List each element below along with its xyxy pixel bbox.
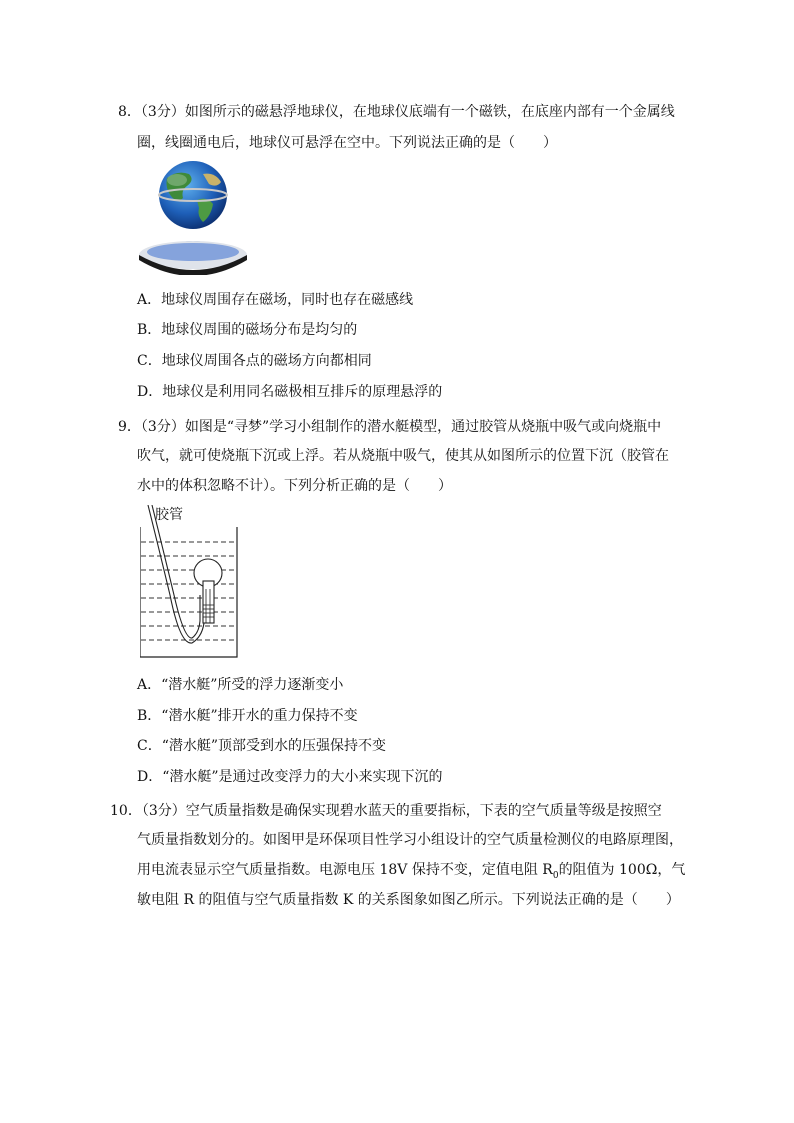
r0-subscript: 0 — [552, 870, 559, 881]
q10-stem-text-c: 敏电阻 R 的阻值与空气质量指数 K 的关系图象如图乙所示。下列说法正确的是（ — [137, 892, 638, 908]
q8-stem-line-1: 8．（3分）如图所示的磁悬浮地球仪，在地球仪底端有一个磁铁，在底座内部有一个金属线 — [118, 104, 675, 120]
hose-label: 胶管 — [155, 507, 183, 523]
q9-option-a: A．“潜水艇”所受的浮力逐渐变小 — [137, 677, 344, 693]
q10-stem-text-b: 的阻值为 100Ω，气 — [558, 862, 686, 878]
q8-option-d: D．地球仪是利用同名磁极相互排斥的原理悬浮的 — [137, 384, 443, 400]
q8-option-a: A．地球仪周围存在磁场，同时也存在磁感线 — [137, 292, 414, 308]
q9-stem-line-3 — [137, 476, 452, 496]
q9-stem-line-2: 吹气，就可使烧瓶下沉或上浮。若从烧瓶中吸气，使其从如图所示的位置下沉（胶管在 — [137, 448, 669, 464]
q9-stem-text: 水中的体积忽略不计）。下列分析正确的是（ — [137, 478, 410, 494]
q10-stem-line-2: 气质量指数划分的。如图甲是环保项目性学习小组设计的空气质量检测仪的电路原理图， — [137, 832, 683, 848]
q8-option-b: B．地球仪周围的磁场分布是均匀的 — [137, 322, 358, 338]
q9-stem-line-1: 9．（3分）如图是“寻梦”学习小组制作的潜水艇模型，通过胶管从烧瓶中吸气或向烧瓶中 — [118, 419, 662, 435]
q8-stem-line-2 — [137, 133, 557, 153]
q10-stem-line-1: 10．（3分）空气质量指数是确保实现碧水蓝天的重要指标，下表的空气质量等级是按照空 — [110, 803, 662, 819]
q10-stem-line-4 — [137, 890, 680, 910]
q9-option-d: D．“潜水艇”是通过改变浮力的大小来实现下沉的 — [137, 769, 443, 785]
q9-option-b: B．“潜水艇”排开水的重力保持不变 — [137, 708, 358, 724]
q9-stem-close: ） — [438, 478, 452, 494]
q10-stem-line-3 — [137, 860, 685, 886]
maglev-globe-figure — [137, 160, 249, 275]
q10-stem-text-a: 用电流表显示空气质量指数。电源电压 18V 保持不变，定值电阻 R — [137, 862, 553, 878]
q8-option-c: C．地球仪周围各点的磁场方向都相同 — [137, 353, 372, 369]
q8-stem-close: ） — [543, 135, 557, 151]
q8-stem-text: 圈，线圈通电后，地球仪可悬浮在空中。下列说法正确的是（ — [137, 135, 515, 151]
q10-stem-close: ） — [665, 892, 680, 908]
submarine-model-figure — [140, 505, 244, 659]
q9-option-c: C．“潜水艇”顶部受到水的压强保持不变 — [137, 738, 387, 754]
